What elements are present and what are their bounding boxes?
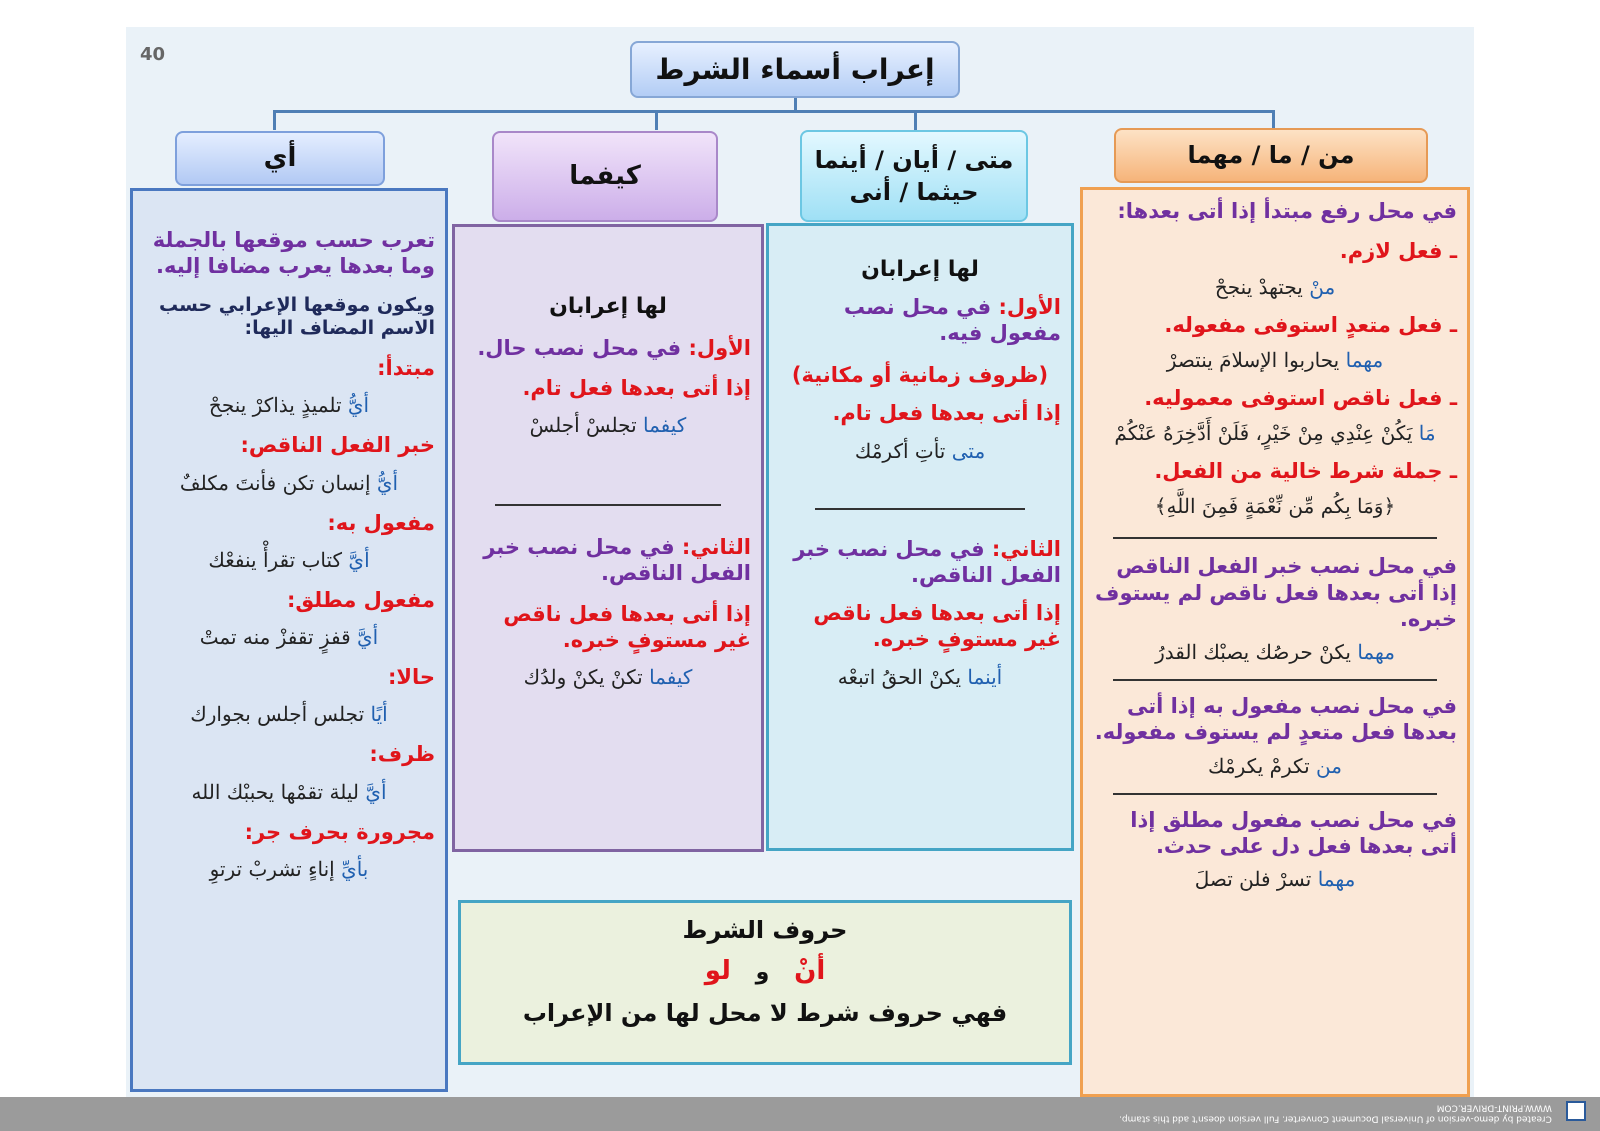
example-keyword: منْ — [1309, 274, 1336, 299]
example-keyword: كيفما — [649, 665, 693, 689]
example — [143, 548, 435, 573]
rule-text: إذا أتى بعدها فعل تام. — [832, 401, 1061, 426]
example-text: يحاربوا الإسلامَ ينتصرْ — [1166, 347, 1340, 372]
example-text: تكنْ يكنْ ولدُك — [523, 665, 643, 689]
example-keyword: متى — [951, 438, 986, 463]
rule-text: في محل نصب مفعول به إذا أتى بعدها فعل متعدٍ لم يستوف مفعوله. — [1094, 694, 1457, 745]
example-keyword: أيَّ — [357, 625, 379, 649]
case-label: حالا: — [387, 665, 435, 689]
box-title: حروف الشرط — [682, 916, 848, 944]
example — [1093, 275, 1457, 300]
rule-text: في محل رفع مبتدأ إذا أتى بعدها: — [1117, 199, 1457, 223]
rule-label: الأول: — [688, 335, 751, 360]
rule-text: في محل نصب خبر الفعل الناقص إذا أتى بعدها فعل ناقص لم يستوف خبره. — [1095, 554, 1457, 631]
example — [143, 857, 435, 882]
example — [143, 702, 435, 727]
particle: لو — [704, 956, 731, 986]
header-line: حيثما / أنى — [849, 178, 979, 206]
example-keyword: مهما — [1317, 867, 1356, 891]
example-keyword: من — [1316, 753, 1342, 778]
divider — [815, 508, 1025, 510]
example-text: قفزٍ تقفزْ منه تمتْ — [199, 625, 351, 649]
example-keyword: بأيِّ — [341, 856, 369, 881]
example-text: يجتهدْ ينجحْ — [1214, 274, 1303, 299]
column-kayfama — [452, 224, 764, 852]
connector-line — [1272, 110, 1275, 128]
case-label: ظرف: — [369, 742, 435, 767]
rule-text — [779, 294, 1061, 347]
example-keyword: كيفما — [643, 413, 687, 437]
rule-text: (ظروف زمانية أو مكانية) — [791, 363, 1049, 387]
rule-body: في محل نصب خبر الفعل الناقص. — [483, 535, 751, 586]
example — [1093, 640, 1457, 665]
example-keyword: أيُّ — [347, 393, 370, 418]
rule-text: تعرب حسب موقعها بالجملة وما بعدها يعرب مضافا إليه. — [152, 228, 435, 279]
page-number: 40 — [140, 44, 166, 65]
rule-label: الأول: — [998, 294, 1061, 319]
example-keyword: أيَّ — [365, 779, 387, 804]
rule-text: ـ فعل متعدٍ استوفى مفعوله. — [1164, 312, 1457, 337]
connector-line — [655, 110, 658, 130]
quran-example: ﴿وَمَا بِكُم مِّن نِّعْمَةٍ فَمِنَ اللَّهِ﴾ — [1154, 494, 1396, 519]
connector-line — [914, 110, 917, 130]
example-text: إناءٍ تشربْ ترتوِ — [209, 856, 335, 881]
example-text: تجلس أجلس بجوارك — [190, 702, 365, 727]
rule-text: ـ فعل ناقص استوفى معموليه. — [1144, 385, 1457, 410]
example-keyword: أيُّ — [376, 470, 399, 495]
example-text: تسرْ فلن تصلَ — [1194, 867, 1312, 891]
example-keyword: مهما — [1357, 640, 1395, 664]
rule-text: ـ فعل لازم. — [1339, 239, 1457, 264]
example-text: إنسان تكن فأنتَ مكلفٌ — [179, 470, 371, 495]
rule-body: في محل نصب حال. — [477, 335, 682, 360]
example-text: يكنْ الحقُ اتبعْه — [837, 664, 962, 689]
rule-text: في محل نصب مفعول مطلق إذا أتى بعدها فعل دل على حدث. — [1130, 807, 1457, 858]
watermark-note: Created by demo-version of Universal Document Converter. Full version doesn't add this stamp. — [1119, 1113, 1552, 1124]
rule-body: في محل نصب مفعول فيه. — [843, 294, 1061, 345]
header-line: متى / أيان / أينما — [814, 145, 1014, 174]
example-text: كتاب تقرأْ ينفعْك — [208, 547, 343, 572]
column-heading: لها إعرابان — [861, 257, 979, 282]
divider — [495, 504, 721, 506]
rule-body: في محل نصب خبر الفعل الناقص. — [793, 536, 1061, 587]
divider — [1113, 679, 1437, 681]
diagram-title: إعراب أسماء الشرط — [630, 41, 960, 98]
example — [465, 413, 751, 438]
rule-text — [465, 335, 751, 361]
header-kayfama: كيفما — [492, 131, 718, 222]
example — [1093, 867, 1457, 892]
box-description: فهي حروف شرط لا محل لها من الإعراب — [522, 998, 1008, 1027]
example-keyword: مَا — [1418, 421, 1436, 445]
divider — [1113, 537, 1437, 539]
case-label: مفعول به: — [327, 510, 435, 535]
example — [143, 393, 435, 418]
example-text: يكنْ حرصُك يصبْك القدرُ — [1155, 640, 1351, 664]
example-keyword: أينما — [967, 664, 1003, 689]
rule-text: إذا أتى بعدها فعل ناقص غير مستوفٍ خبره. — [503, 601, 751, 652]
column-ayy — [130, 188, 448, 1092]
case-label: مبتدأ: — [377, 356, 435, 380]
example-text: تأتِ أكرمْك — [854, 438, 946, 463]
rule-text — [779, 536, 1061, 589]
watermark-site: WWW.PRINT-DRIVER.COM — [1436, 1102, 1552, 1113]
particles-line — [461, 955, 1069, 988]
rule-text: إذا أتى بعدها فعل ناقص غير مستوفٍ خبره. — [813, 601, 1061, 652]
conditional-particles-box — [458, 900, 1072, 1065]
example-text: تجلسْ أجلسْ — [529, 413, 637, 437]
connector-line — [273, 110, 276, 130]
footer-bar — [0, 1097, 1600, 1131]
rule-text: إذا أتى بعدها فعل تام. — [522, 375, 751, 400]
example-text: ليلة تقمْها يحببْك الله — [191, 779, 359, 804]
rule-label: الثاني: — [991, 536, 1061, 561]
example-text: تلميذٍ يذاكرْ ينجحْ — [208, 393, 342, 418]
example — [779, 439, 1061, 464]
example-keyword: أيَّ — [348, 547, 370, 572]
example — [1093, 754, 1457, 779]
case-label: مجرورة بحرف جر: — [244, 819, 435, 844]
column-man-ma-mahma — [1080, 187, 1470, 1097]
case-label: مفعول مطلق: — [286, 587, 435, 612]
column-heading: لها إعرابان — [549, 294, 667, 319]
example — [465, 665, 751, 690]
example-text: يَكُنْ عِنْدِي مِنْ خَيْرٍ، فَلَنْ أَدَّخِرَهُ عَنْكُمْ — [1114, 421, 1413, 445]
column-mata-ayan — [766, 223, 1074, 851]
rule-note: ويكون موقعها الإعرابي حسب الاسم المضاف اليها: — [159, 293, 435, 340]
rule-text — [465, 534, 751, 587]
example-text: تكرمْ يكرمْك — [1208, 753, 1310, 778]
example — [143, 780, 435, 805]
example — [779, 665, 1061, 690]
conjunction: و — [755, 960, 770, 985]
connector-line — [273, 110, 1273, 113]
particle: أنْ — [794, 956, 826, 986]
divider — [1113, 793, 1437, 795]
header-mata-ayan — [800, 130, 1028, 222]
printer-logo-icon — [1566, 1101, 1586, 1121]
example — [143, 471, 435, 496]
header-man-ma-mahma: من / ما / مهما — [1114, 128, 1428, 183]
example — [1093, 421, 1457, 446]
example-keyword: أيًا — [370, 702, 388, 727]
header-ayy: أي — [175, 131, 385, 186]
example — [1093, 348, 1457, 373]
rule-text: ـ جملة شرط خالية من الفعل. — [1154, 459, 1457, 483]
rule-label: الثاني: — [681, 535, 751, 559]
watermark-text — [1119, 1101, 1552, 1124]
example-keyword: مهما — [1345, 347, 1384, 372]
case-label: خبر الفعل الناقص: — [240, 433, 435, 458]
example — [143, 625, 435, 650]
